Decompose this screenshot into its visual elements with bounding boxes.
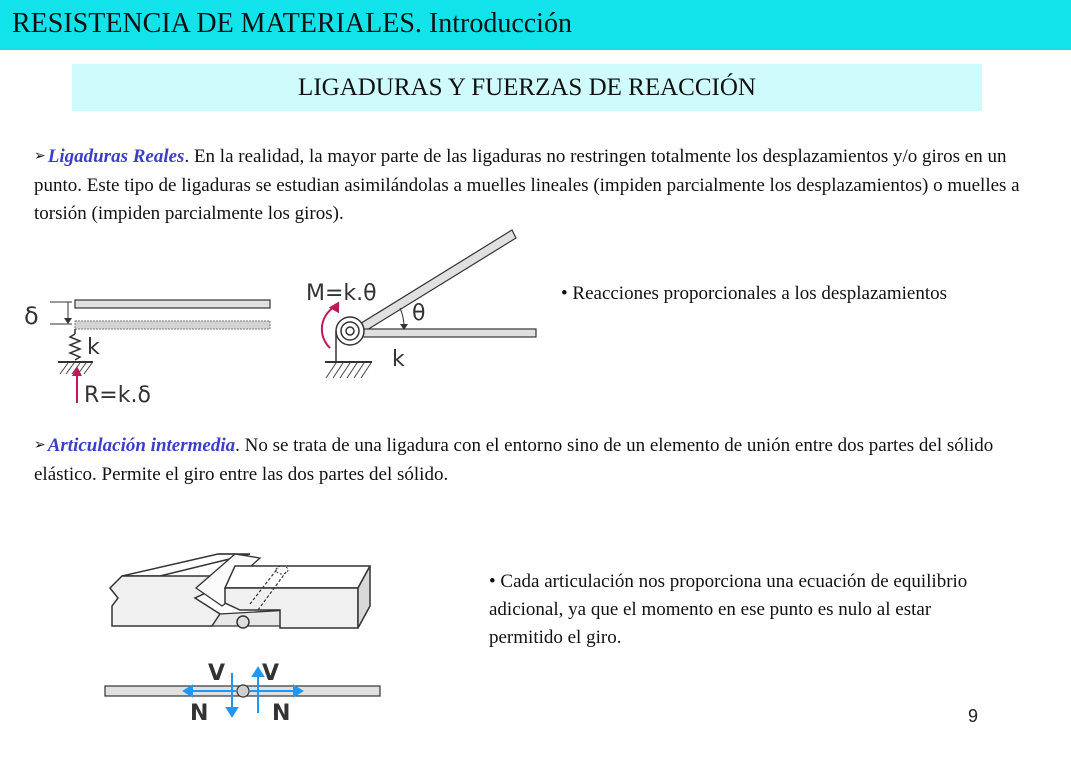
spring-icon bbox=[70, 334, 80, 360]
arrow-bullet-icon: ➢ bbox=[34, 148, 46, 164]
paragraph-intermediate-hinge bbox=[34, 432, 1054, 489]
hinge-figure bbox=[100, 548, 385, 723]
axial-label-right: N bbox=[272, 701, 291, 723]
page-number: 9 bbox=[968, 706, 979, 726]
term-intermediate-hinge: Articulación intermedia bbox=[47, 435, 236, 456]
arrow-bullet-icon: ➢ bbox=[34, 437, 46, 453]
shear-label-right: V bbox=[262, 661, 280, 686]
moment-label: M=k.θ bbox=[306, 281, 377, 306]
page-title: RESISTENCIA DE MATERIALES. Introducción bbox=[12, 8, 572, 39]
paragraph-hinge-text: . No se trata de una ligadura con el entorno sino de un elemento de unión entre dos partes del sólido elástico. Permite el giro entre las dos partes del sólido. bbox=[34, 435, 994, 485]
displaced-beam bbox=[75, 321, 270, 329]
ground-hatch-icon bbox=[326, 363, 371, 378]
spring-support-figure bbox=[20, 288, 275, 408]
theta-label: θ bbox=[412, 301, 426, 326]
fork-bottom bbox=[212, 610, 290, 626]
torsion-spring-figure bbox=[300, 228, 545, 398]
paragraph-real-constraints bbox=[34, 143, 1054, 228]
paragraph-real-text: . En la realidad, la mayor parte de las ligaduras no restringen totalmente los desplazamientos y/o giros en un punto. Este tipo de ligaduras se estudian asimilándolas a muelles lineales (impiden parcialmente los desplazamientos) o muelles a torsión (impiden parcialmente los giros). bbox=[34, 146, 1020, 224]
delta-label: δ bbox=[24, 302, 39, 330]
pin-head-icon bbox=[237, 616, 249, 628]
term-real-constraints: Ligaduras Reales bbox=[47, 146, 185, 167]
header-bar bbox=[0, 0, 1071, 50]
section-banner bbox=[72, 64, 982, 111]
torsion-k-label: k bbox=[392, 347, 405, 372]
hinge-pin-icon bbox=[237, 685, 249, 697]
shear-arrow-left-head-icon bbox=[227, 708, 237, 716]
horizontal-beam bbox=[350, 329, 536, 337]
right-block-top bbox=[225, 566, 370, 588]
axial-label-left: N bbox=[190, 701, 209, 723]
reaction-label: R=k.δ bbox=[84, 383, 151, 408]
bullet-reactions: • Reacciones proporcionales a los desplazamientos bbox=[561, 283, 947, 304]
shear-label-left: V bbox=[208, 661, 226, 686]
bullet-equilibrium: • Cada articulación nos proporciona una ecuación de equilibrio adicional, ya que el momento en ese punto es nulo al estar permitido el giro. bbox=[489, 571, 968, 648]
spring-k-label: k bbox=[87, 335, 100, 360]
original-beam bbox=[75, 300, 270, 308]
dimension-arrow-icon bbox=[64, 318, 72, 324]
torsion-spring-icon bbox=[336, 317, 364, 345]
section-title: LIGADURAS Y FUERZAS DE REACCIÓN bbox=[298, 73, 756, 101]
moment-arrow bbox=[322, 306, 336, 348]
